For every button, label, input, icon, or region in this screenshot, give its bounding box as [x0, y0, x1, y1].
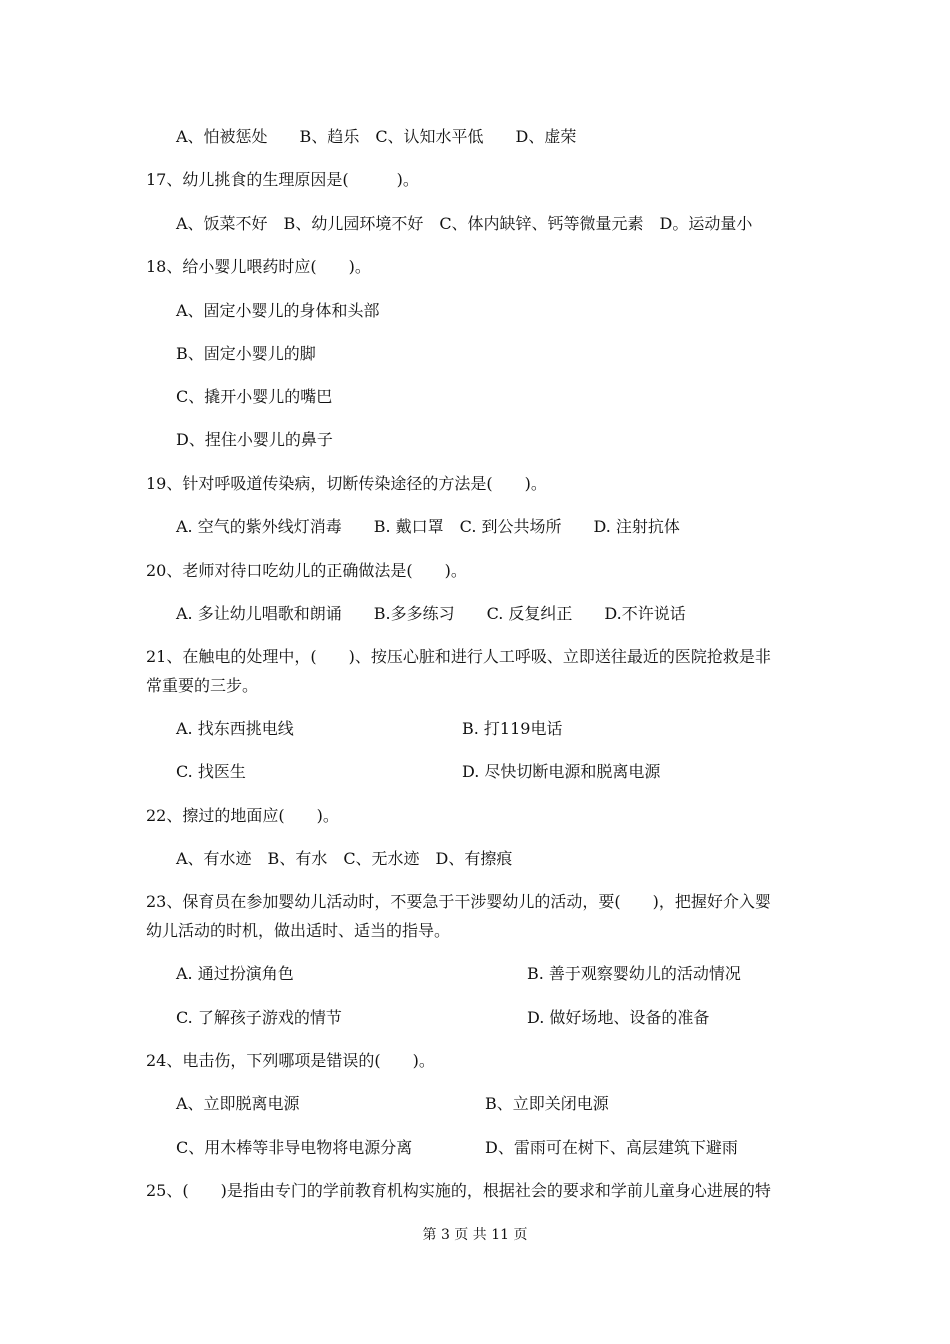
question-25: 25、( )是指由专门的学前教育机构实施的，根据社会的要求和学前儿童身心进展的特: [146, 1181, 771, 1200]
q21-option-a: A. 找东西挑电线: [176, 719, 294, 738]
q24-option-c: C、用木棒等非导电物将电源分离: [176, 1138, 413, 1157]
q24-option-a: A、立即脱离电源: [176, 1094, 300, 1113]
q24-option-b: B、立即关闭电源: [485, 1094, 609, 1113]
q17-options: A、饭菜不好 B、幼儿园环境不好 C、体内缺锌、钙等微量元素 D。运动量小: [176, 214, 753, 233]
q18-option-c: C、撬开小婴儿的嘴巴: [176, 387, 333, 406]
question-18: 18、给小婴儿喂药时应( )。: [146, 257, 371, 276]
q18-option-a: A、固定小婴儿的身体和头部: [176, 301, 380, 320]
question-22: 22、擦过的地面应( )。: [146, 806, 339, 825]
q20-options: A. 多让幼儿唱歌和朗诵 B.多多练习 C. 反复纠正 D.不许说话: [176, 604, 686, 623]
question-17: 17、幼儿挑食的生理原因是( )。: [146, 170, 419, 189]
q18-option-b: B、固定小婴儿的脚: [176, 344, 316, 363]
question-19: 19、针对呼吸道传染病，切断传染途径的方法是( )。: [146, 474, 547, 493]
q19-options: A. 空气的紫外线灯消毒 B. 戴口罩 C. 到公共场所 D. 注射抗体: [176, 517, 680, 536]
q23-option-d: D. 做好场地、设备的准备: [527, 1008, 710, 1027]
q23-option-a: A. 通过扮演角色: [176, 964, 294, 983]
page-footer: 第 3 页 共 11 页: [422, 1227, 528, 1243]
question-23-line-2: 幼儿活动的时机，做出适时、适当的指导。: [146, 921, 451, 940]
question-20: 20、老师对待口吃幼儿的正确做法是( )。: [146, 561, 467, 580]
question-23-line-1: 23、保育员在参加婴幼儿活动时，不要急于干涉婴幼儿的活动，要( )，把握好介入婴: [146, 892, 771, 911]
q21-option-b: B. 打119电话: [462, 719, 563, 738]
q23-option-b: B. 善于观察婴幼儿的活动情况: [527, 964, 741, 983]
q16-options: A、怕被惩处 B、趋乐 C、认知水平低 D、虚荣: [176, 127, 577, 146]
q18-option-d: D、捏住小婴儿的鼻子: [176, 430, 333, 449]
question-21-line-2: 常重要的三步。: [146, 676, 259, 695]
q22-options: A、有水迹 B、有水 C、无水迹 D、有擦痕: [176, 849, 513, 868]
q21-option-d: D. 尽快切断电源和脱离电源: [462, 762, 661, 781]
question-24: 24、电击伤，下列哪项是错误的( )。: [146, 1051, 435, 1070]
q23-option-c: C. 了解孩子游戏的情节: [176, 1008, 342, 1027]
question-21-line-1: 21、在触电的处理中，( )、按压心脏和进行人工呼吸、立即送往最近的医院抢救是非: [146, 647, 771, 666]
q21-option-c: C. 找医生: [176, 762, 246, 781]
q24-option-d: D、雷雨可在树下、高层建筑下避雨: [485, 1138, 738, 1157]
